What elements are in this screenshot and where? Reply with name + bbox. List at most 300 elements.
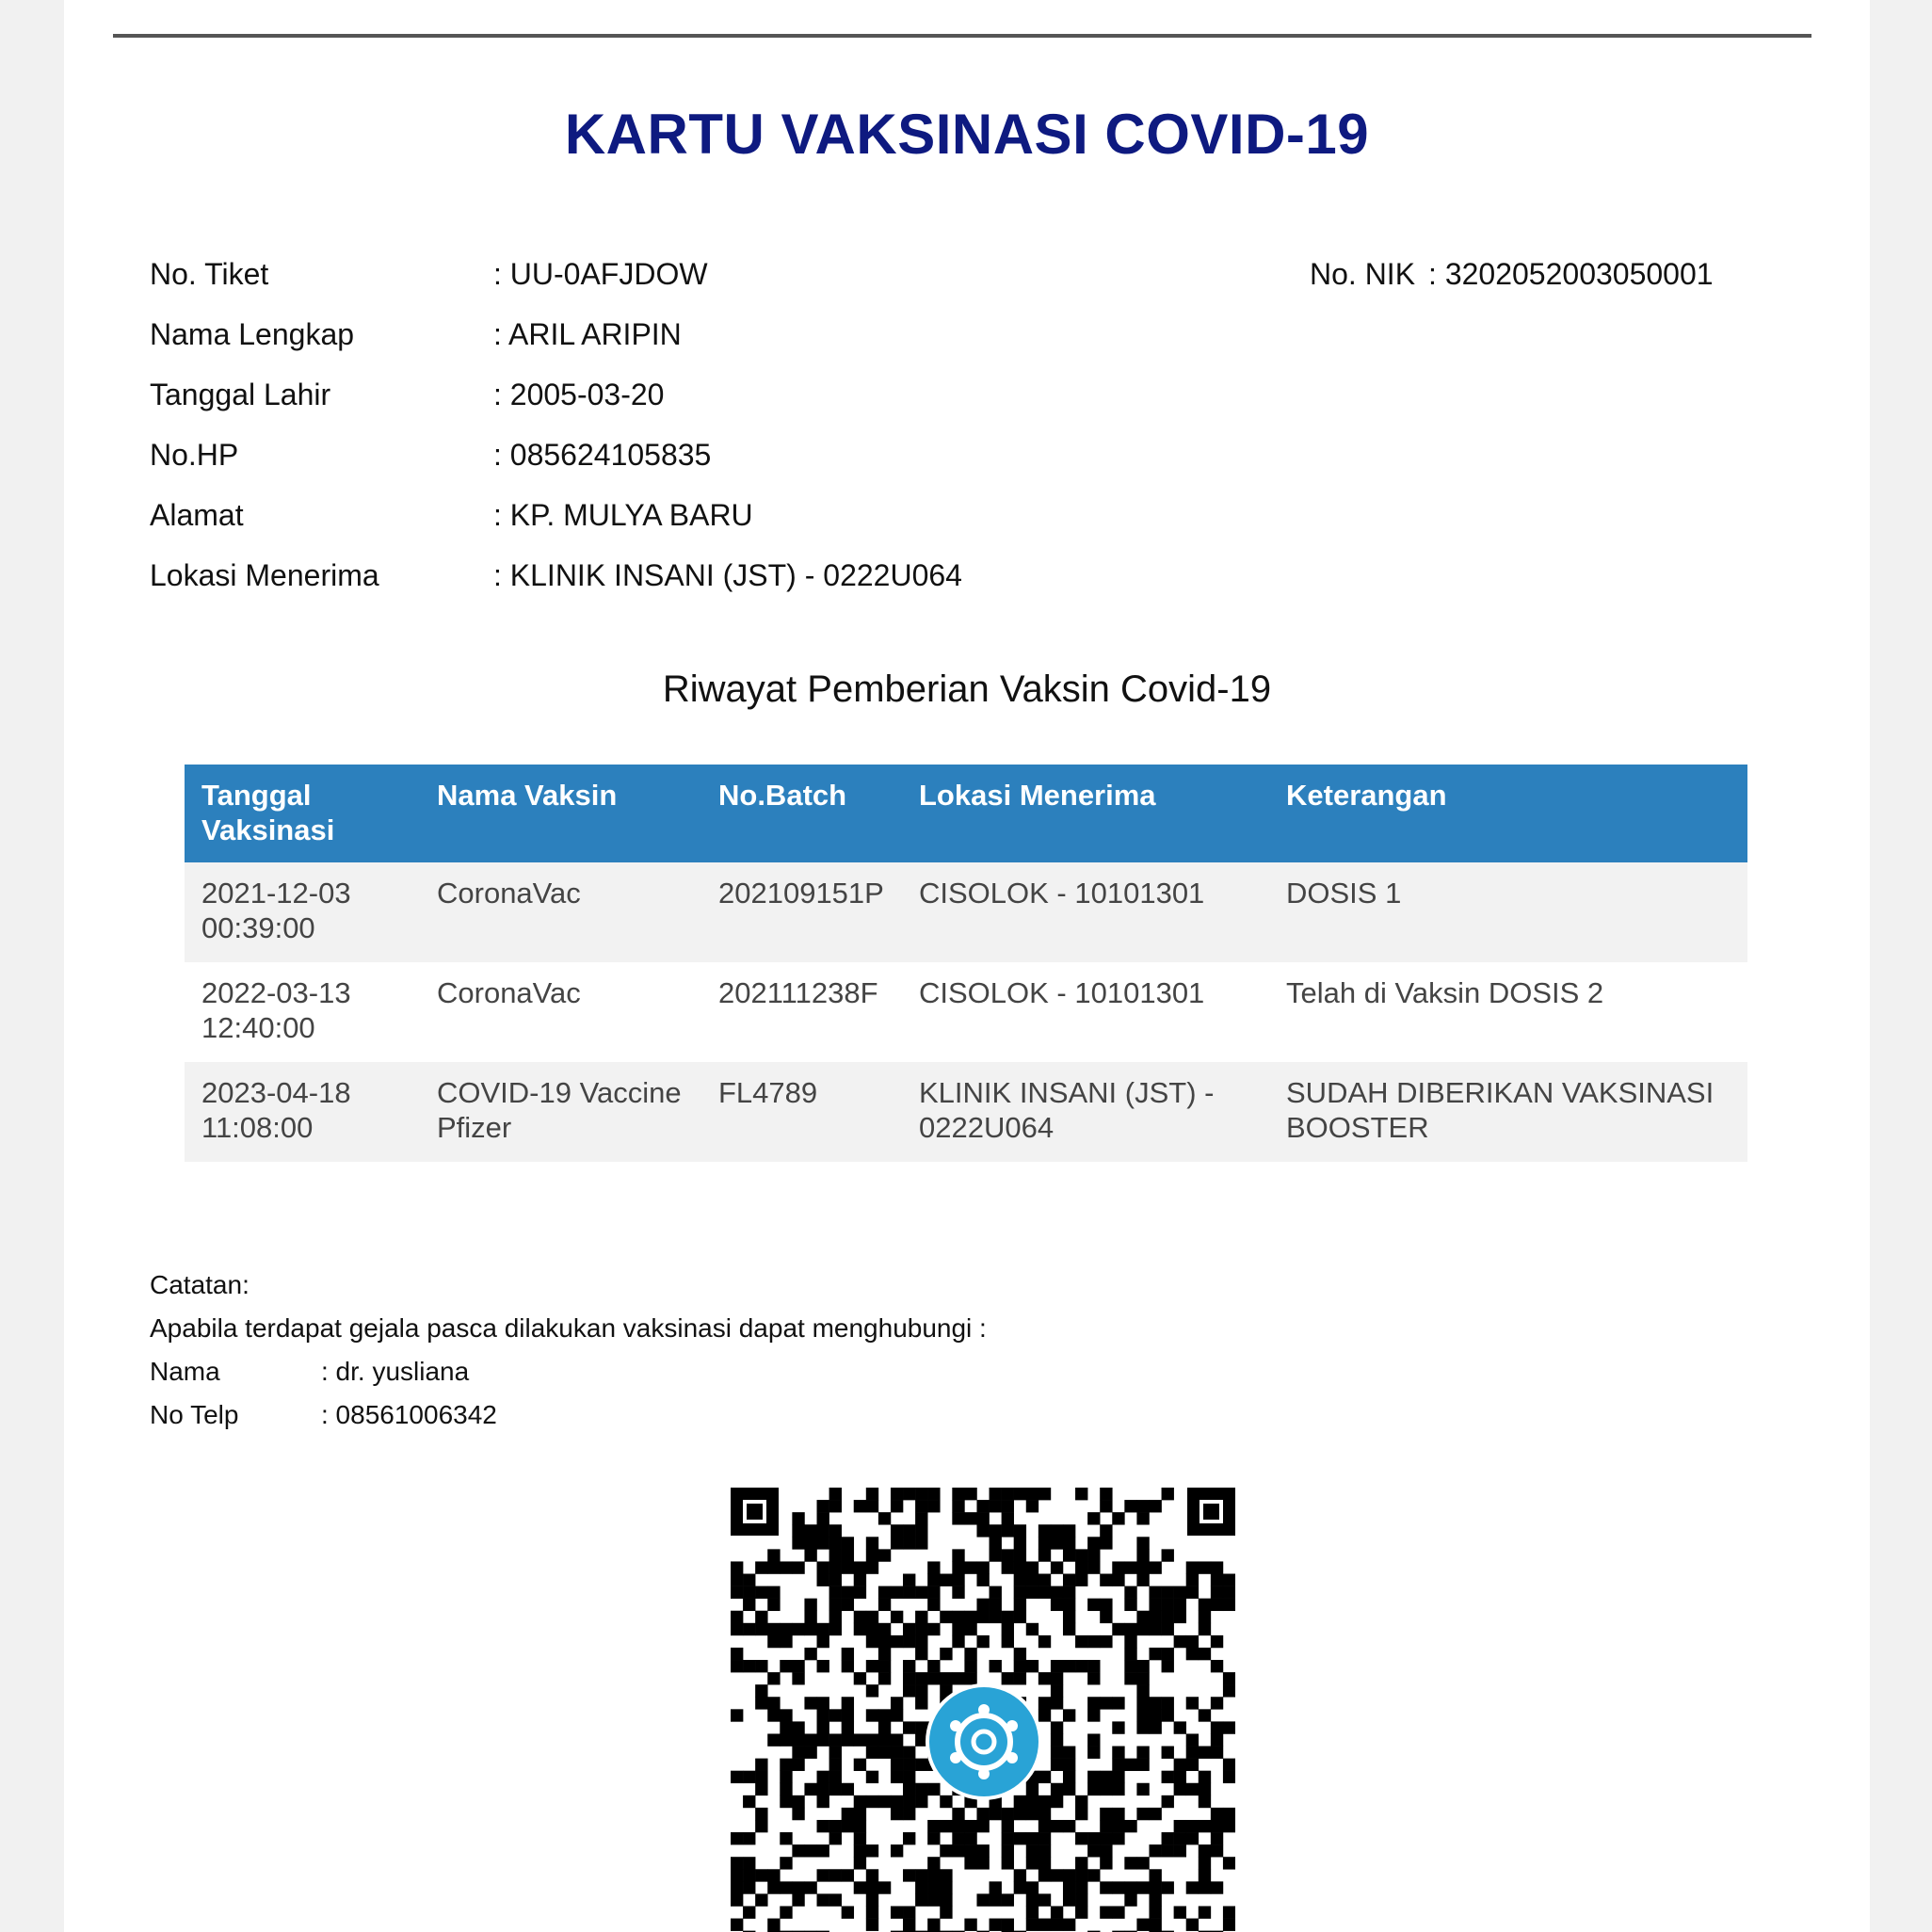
qr-module (817, 1574, 829, 1586)
qr-module (817, 1512, 829, 1524)
qr-module (915, 1500, 927, 1512)
qr-module (817, 1844, 829, 1857)
cell-date: 2022-03-13 12:40:00 (185, 962, 420, 1062)
qr-module (1223, 1672, 1235, 1684)
cell-notes: DOSIS 1 (1269, 862, 1747, 962)
qr-module (1026, 1586, 1038, 1599)
qr-module (952, 1586, 964, 1599)
qr-module (1100, 1881, 1112, 1893)
qr-module (1174, 1844, 1186, 1857)
qr-module (915, 1648, 927, 1660)
qr-module (1162, 1709, 1174, 1721)
qr-module (767, 1586, 780, 1599)
qr-module (1038, 1697, 1051, 1709)
qr-module (755, 1759, 767, 1771)
qr-module (1051, 1537, 1063, 1549)
qr-module (1149, 1709, 1161, 1721)
qr-module (927, 1820, 940, 1832)
cell-vaccine: CoronaVac (420, 862, 701, 962)
qr-module (915, 1611, 927, 1623)
qr-module (1038, 1844, 1051, 1857)
qr-module (842, 1697, 854, 1709)
qr-module (866, 1684, 878, 1697)
qr-module (792, 1537, 804, 1549)
qr-module (1112, 1561, 1124, 1573)
qr-module (1038, 1893, 1051, 1906)
qr-module (842, 1820, 854, 1832)
qr-module (1051, 1919, 1063, 1931)
qr-module (964, 1648, 976, 1660)
qr-module (829, 1500, 842, 1512)
qr-module (817, 1733, 829, 1746)
qr-module (915, 1586, 927, 1599)
qr-module (1162, 1586, 1174, 1599)
cell-location: CISOLOK - 10101301 (902, 962, 1269, 1062)
qr-module (1211, 1697, 1223, 1709)
qr-module (1002, 1635, 1014, 1648)
qr-module (1087, 1672, 1100, 1684)
qr-module (1100, 1771, 1112, 1783)
qr-module (940, 1906, 952, 1918)
qr-module (1100, 1574, 1112, 1586)
qr-module (891, 1500, 903, 1512)
qr-module (1211, 1820, 1223, 1832)
qr-module (866, 1747, 878, 1759)
qr-module (1063, 1537, 1075, 1549)
qr-module (1063, 1881, 1075, 1893)
qr-module (1075, 1857, 1087, 1869)
qr-module (976, 1599, 989, 1611)
qr-module (817, 1783, 829, 1795)
qr-module (792, 1660, 804, 1672)
contact-name-value: : dr. yusliana (321, 1357, 470, 1386)
qr-module (891, 1635, 903, 1648)
qr-module (767, 1549, 780, 1561)
qr-module (866, 1488, 878, 1500)
qr-module (743, 1832, 755, 1844)
qr-module (804, 1537, 816, 1549)
qr-module (1136, 1759, 1149, 1771)
cell-notes: SUDAH DIBERIKAN VAKSINASI BOOSTER (1269, 1062, 1747, 1162)
column-header-notes: Keterangan (1269, 765, 1747, 862)
qr-module (1100, 1500, 1112, 1512)
contact-phone-label: No Telp (150, 1400, 239, 1429)
qr-module (866, 1881, 878, 1893)
qr-module (903, 1672, 915, 1684)
qr-module (743, 1881, 755, 1893)
qr-module (915, 1488, 927, 1500)
qr-module (1124, 1672, 1136, 1684)
qr-module (915, 1795, 927, 1808)
qr-module (1136, 1747, 1149, 1759)
qr-module (1186, 1820, 1199, 1832)
qr-module (903, 1832, 915, 1844)
qr-module (1051, 1783, 1063, 1795)
qr-module (767, 1561, 780, 1573)
vaccination-history-table (185, 765, 1747, 1162)
qr-module (743, 1574, 755, 1586)
qr-module (866, 1561, 878, 1573)
qr-module (804, 1747, 816, 1759)
qr-module (927, 1672, 940, 1684)
qr-module (1100, 1857, 1112, 1869)
qr-module (1063, 1771, 1075, 1783)
qr-module (1026, 1783, 1038, 1795)
qr-module (915, 1512, 927, 1524)
qr-module (1026, 1660, 1038, 1672)
qr-module (1149, 1561, 1161, 1573)
qr-module (1186, 1919, 1199, 1931)
qr-module (940, 1611, 952, 1623)
qr-module (804, 1733, 816, 1746)
cell-date: 2021-12-03 00:39:00 (185, 862, 420, 962)
qr-module (1149, 1893, 1161, 1906)
qr-module (1186, 1648, 1199, 1660)
qr-module (1199, 1599, 1211, 1611)
qr-module (1211, 1586, 1223, 1599)
qr-module (817, 1820, 829, 1832)
qr-module (1051, 1906, 1063, 1918)
qr-module (817, 1537, 829, 1549)
qr-module (731, 1561, 743, 1573)
info-value: : UU-0AFJDOW (493, 257, 708, 291)
qr-module (854, 1759, 866, 1771)
qr-module (1186, 1759, 1199, 1771)
qr-module (1075, 1881, 1087, 1893)
qr-module (1002, 1820, 1014, 1832)
qr-module (878, 1721, 891, 1733)
qr-module (1136, 1549, 1149, 1561)
qr-module (891, 1488, 903, 1500)
qr-module (1136, 1660, 1149, 1672)
qr-module (817, 1697, 829, 1709)
cell-location: KLINIK INSANI (JST) - 0222U064 (902, 1062, 1269, 1162)
qr-module (915, 1893, 927, 1906)
qr-module (792, 1893, 804, 1906)
qr-module (755, 1808, 767, 1820)
qr-module (854, 1574, 866, 1586)
qr-module (1124, 1893, 1136, 1906)
notes-text: Apabila terdapat gejala pasca dilakukan vaksinasi dapat menghubungi : (150, 1313, 987, 1343)
qr-module (817, 1623, 829, 1635)
qr-module (1199, 1648, 1211, 1660)
qr-module (780, 1881, 792, 1893)
qr-module (976, 1611, 989, 1623)
qr-module (1014, 1832, 1026, 1844)
qr-module (780, 1906, 792, 1918)
qr-module (964, 1672, 976, 1684)
qr-module (743, 1771, 755, 1783)
qr-module (829, 1747, 842, 1759)
qr-module (731, 1623, 743, 1635)
qr-module (1063, 1660, 1075, 1672)
qr-module (1075, 1795, 1087, 1808)
table-row (185, 962, 1747, 1062)
qr-module (1162, 1599, 1174, 1611)
qr-module (743, 1586, 755, 1599)
qr-module (903, 1623, 915, 1635)
qr-module (976, 1500, 989, 1512)
notes-heading: Catatan: (150, 1270, 250, 1299)
qr-module (1038, 1919, 1051, 1931)
qr-module (952, 1611, 964, 1623)
qr-module (804, 1881, 816, 1893)
qr-module (792, 1512, 804, 1524)
column-header-date: Tanggal Vaksinasi (185, 765, 420, 862)
qr-module (829, 1783, 842, 1795)
qr-module (829, 1561, 842, 1573)
column-header-batch: No.Batch (701, 765, 902, 862)
qr-module (1063, 1747, 1075, 1759)
qr-module (829, 1586, 842, 1599)
qr-module (891, 1795, 903, 1808)
qr-module (976, 1844, 989, 1857)
qr-module (1211, 1747, 1223, 1759)
qr-module (780, 1721, 792, 1733)
qr-module (915, 1697, 927, 1709)
pedulilindungi-logo-icon (926, 1683, 1042, 1800)
qr-module (990, 1599, 1002, 1611)
qr-module (1199, 1795, 1211, 1808)
qr-module (1149, 1586, 1161, 1599)
qr-module (731, 1893, 743, 1906)
qr-module (1075, 1561, 1087, 1573)
qr-module (1186, 1881, 1199, 1893)
qr-module (1199, 1820, 1211, 1832)
qr-module (1051, 1795, 1063, 1808)
qr-module (1112, 1881, 1124, 1893)
qr-module (1075, 1832, 1087, 1844)
qr-module (1014, 1672, 1026, 1684)
qr-module (1075, 1906, 1087, 1918)
qr-module (952, 1844, 964, 1857)
qr-module (964, 1919, 976, 1931)
qr-module (1100, 1524, 1112, 1537)
qr-module (990, 1881, 1002, 1893)
qr-module (1174, 1906, 1186, 1918)
qr-module (1051, 1869, 1063, 1881)
qr-module (842, 1721, 854, 1733)
qr-module (829, 1611, 842, 1623)
qr-module (1186, 1783, 1199, 1795)
qr-module (1223, 1808, 1235, 1820)
qr-module (1112, 1721, 1124, 1733)
qr-module (927, 1869, 940, 1881)
qr-module (964, 1623, 976, 1635)
qr-module (829, 1623, 842, 1635)
qr-module (964, 1832, 976, 1844)
qr-module (1162, 1697, 1174, 1709)
qr-module (1223, 1721, 1235, 1733)
qr-module (964, 1844, 976, 1857)
qr-module (878, 1733, 891, 1746)
qr-module (1038, 1537, 1051, 1549)
qr-module (1002, 1893, 1014, 1906)
qr-module (1136, 1857, 1149, 1869)
qr-module (964, 1857, 976, 1869)
qr-module (1063, 1586, 1075, 1599)
qr-module (1051, 1586, 1063, 1599)
qr-module (1051, 1561, 1063, 1573)
qr-module (1199, 1906, 1211, 1918)
qr-module (927, 1623, 940, 1635)
qr-module (1063, 1820, 1075, 1832)
qr-module (952, 1549, 964, 1561)
qr-module (1026, 1919, 1038, 1931)
qr-module (780, 1832, 792, 1844)
qr-module (1002, 1844, 1014, 1857)
qr-module (1038, 1771, 1051, 1783)
qr-module (1149, 1697, 1161, 1709)
qr-module (952, 1500, 964, 1512)
qr-module (1014, 1660, 1026, 1672)
qr-module (755, 1660, 767, 1672)
qr-module (1149, 1611, 1161, 1623)
qr-module (792, 1721, 804, 1733)
cell-location: CISOLOK - 10101301 (902, 862, 1269, 962)
qr-module (891, 1759, 903, 1771)
qr-module (854, 1561, 866, 1573)
qr-module (1223, 1574, 1235, 1586)
qr-module (1075, 1549, 1087, 1561)
qr-module (1051, 1747, 1063, 1759)
qr-module (915, 1783, 927, 1795)
qr-module (1149, 1906, 1161, 1918)
qr-module (1087, 1832, 1100, 1844)
qr-module (817, 1709, 829, 1721)
qr-module (1174, 1721, 1186, 1733)
qr-module (952, 1820, 964, 1832)
qr-module (903, 1586, 915, 1599)
qr-module (755, 1697, 767, 1709)
qr-module (1026, 1561, 1038, 1573)
qr-module (940, 1820, 952, 1832)
qr-module (940, 1881, 952, 1893)
qr-module (927, 1832, 940, 1844)
qr-module (804, 1611, 816, 1623)
qr-module (952, 1808, 964, 1820)
qr-module (755, 1771, 767, 1783)
qr-module (927, 1893, 940, 1906)
qr-module (903, 1747, 915, 1759)
qr-module (829, 1599, 842, 1611)
qr-module (829, 1549, 842, 1561)
qr-module (940, 1648, 952, 1660)
qr-module (743, 1599, 755, 1611)
qr-module (1038, 1820, 1051, 1832)
qr-module (1038, 1549, 1051, 1561)
qr-module (1149, 1599, 1161, 1611)
qr-module (1186, 1586, 1199, 1599)
cell-batch: 202109151P (701, 862, 902, 962)
qr-module (1112, 1783, 1124, 1795)
qr-module (1100, 1783, 1112, 1795)
qr-module (792, 1672, 804, 1684)
qr-module (804, 1697, 816, 1709)
vaccination-card-page (64, 0, 1870, 1932)
table-row (185, 862, 1747, 962)
qr-module (891, 1709, 903, 1721)
qr-module (866, 1919, 878, 1931)
qr-module (915, 1759, 927, 1771)
qr-module (767, 1919, 780, 1931)
page-title: KARTU VAKSINASI COVID-19 (564, 103, 1370, 166)
qr-module (1100, 1697, 1112, 1709)
qr-module (731, 1771, 743, 1783)
qr-module (1100, 1537, 1112, 1549)
qr-module (780, 1635, 792, 1648)
qr-module (976, 1808, 989, 1820)
qr-module (1100, 1844, 1112, 1857)
qr-module (1223, 1771, 1235, 1783)
qr-module (792, 1561, 804, 1573)
qr-module (1087, 1512, 1100, 1524)
qr-module (952, 1672, 964, 1684)
qr-module (1038, 1524, 1051, 1537)
qr-module (792, 1623, 804, 1635)
qr-module (1136, 1808, 1149, 1820)
qr-module (866, 1500, 878, 1512)
info-value: : ARIL ARIPIN (493, 317, 682, 351)
qr-module (878, 1512, 891, 1524)
qr-module (1199, 1844, 1211, 1857)
qr-module (1063, 1524, 1075, 1537)
qr-module (1014, 1524, 1026, 1537)
qr-module (1051, 1721, 1063, 1733)
info-label: Nama Lengkap (150, 317, 355, 351)
qr-module (1199, 1857, 1211, 1869)
qr-module (743, 1623, 755, 1635)
qr-module (903, 1771, 915, 1783)
qr-module (1162, 1747, 1174, 1759)
qr-module (1211, 1844, 1223, 1857)
qr-module (854, 1857, 866, 1869)
qr-module (940, 1844, 952, 1857)
qr-module (817, 1561, 829, 1573)
qr-module (1087, 1635, 1100, 1648)
qr-module (891, 1697, 903, 1709)
qr-module (780, 1709, 792, 1721)
qr-module (731, 1574, 743, 1586)
qr-module (952, 1574, 964, 1586)
qr-module (1051, 1684, 1063, 1697)
qr-module (854, 1881, 866, 1893)
qr-module (854, 1623, 866, 1635)
qr-module (767, 1709, 780, 1721)
info-value: : KLINIK INSANI (JST) - 0222U064 (493, 558, 962, 592)
qr-module (767, 1869, 780, 1881)
qr-module (878, 1672, 891, 1684)
qr-module (1124, 1857, 1136, 1869)
qr-module (1211, 1599, 1223, 1611)
qr-module (817, 1869, 829, 1881)
qr-module (1174, 1771, 1186, 1783)
qr-module (817, 1500, 829, 1512)
qr-module (1100, 1599, 1112, 1611)
qr-module (1174, 1759, 1186, 1771)
qr-module (1100, 1906, 1112, 1918)
qr-module (903, 1574, 915, 1586)
qr-module (976, 1561, 989, 1573)
qr-module (817, 1660, 829, 1672)
qr-module (1136, 1611, 1149, 1623)
qr-module (1038, 1808, 1051, 1820)
qr-module (1087, 1709, 1100, 1721)
qr-module (1223, 1684, 1235, 1697)
qr-module (1002, 1611, 1014, 1623)
qr-module (1136, 1512, 1149, 1524)
qr-module (1038, 1586, 1051, 1599)
